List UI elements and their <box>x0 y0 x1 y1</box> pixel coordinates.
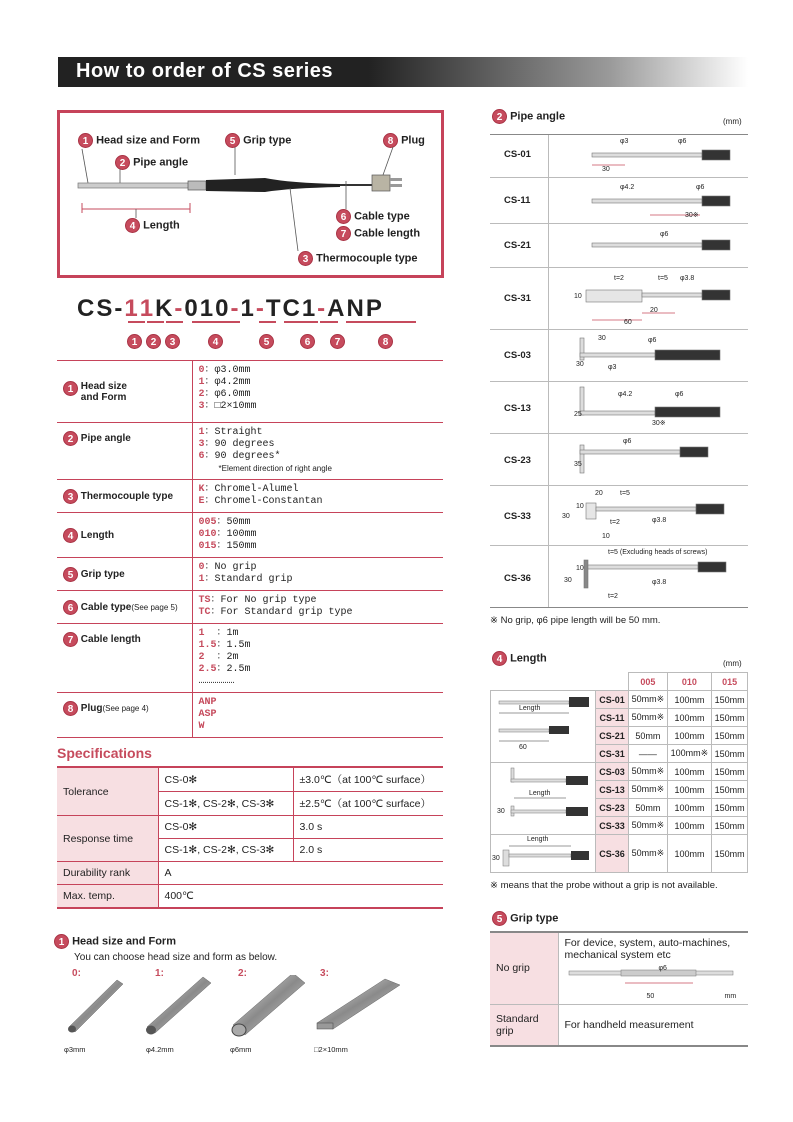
dim-label: t=2 <box>608 593 618 600</box>
pipe-row-label: CS-13 <box>504 403 531 414</box>
length-model: CS-21 <box>596 727 629 745</box>
length-fig-label: Length <box>527 836 549 843</box>
code-number-8: 8 <box>378 333 393 351</box>
dim-label: φ6 <box>660 231 669 238</box>
label-thermocouple-type: 3 Thermocouple type <box>298 251 418 266</box>
label-length: 4 Length <box>125 218 180 233</box>
length-cell: 150mm <box>712 799 748 817</box>
pipe-row-label: CS-21 <box>504 240 531 251</box>
dim-label: φ3 <box>620 138 629 145</box>
spec-value: 400℃ <box>158 885 443 908</box>
length-model: CS-36 <box>596 835 629 873</box>
grip-desc: For handheld measurement <box>564 1018 694 1031</box>
dim-label: 50 <box>646 993 655 1000</box>
grip-key: No grip <box>490 932 558 1004</box>
length-fig-label: Length <box>529 790 551 797</box>
length-cell: 150mm <box>712 727 748 745</box>
dim-label: φ6 <box>648 337 657 344</box>
head-size-desc: You can choose head size and form as below. <box>74 952 278 963</box>
length-fig-angled <box>491 764 591 834</box>
length-cell: 100mm <box>667 817 711 835</box>
spec-key: Durability rank <box>57 862 158 885</box>
pipe-row-label: CS-36 <box>504 573 531 584</box>
dim-label: 30※ <box>652 420 666 427</box>
length-model: CS-11 <box>596 709 629 727</box>
dim-label: 25 <box>574 411 582 418</box>
spec-row <box>57 862 443 885</box>
length-cell: 50mm※ <box>629 763 668 781</box>
length-cell: 50mm <box>629 799 668 817</box>
label-grip-type: 5 Grip type <box>225 133 291 148</box>
length-model: CS-01 <box>596 691 629 709</box>
option-key: 1 Head size and Form <box>57 361 192 423</box>
head-form-illustrations <box>55 975 400 1045</box>
dim-label: t=5 <box>620 490 630 497</box>
option-values: TS：For No grip type TC：For Standard grip type <box>192 591 443 624</box>
grip-row <box>490 1004 748 1046</box>
option-row-grip <box>57 558 443 591</box>
length-cell: 150mm <box>712 781 748 799</box>
head-caption-0: φ3mm <box>64 1045 86 1054</box>
dim-label: φ3.8 <box>680 275 695 282</box>
code-number-2: 2 <box>146 333 161 351</box>
grip-key: Standard grip <box>490 1004 558 1046</box>
dim-label: 30 <box>598 335 606 342</box>
option-row-cable-length <box>57 624 443 693</box>
no-grip-probe <box>565 961 740 991</box>
page-banner: How to order of CS series <box>58 57 748 87</box>
code-number-7: 7 <box>330 333 345 351</box>
option-values: 0：φ3.0mm 1：φ4.2mm 2：φ6.0mm 3：□2×10mm <box>192 361 443 423</box>
dim-label: t=5 (Excluding heads of screws) <box>608 549 708 556</box>
head-key-1: 1: <box>155 968 164 979</box>
length-header: 010 <box>667 673 711 691</box>
pipe-angle-unit: (mm) <box>723 117 742 126</box>
spec-value: ±3.0℃（at 100℃ surface） <box>293 767 443 792</box>
option-values: 1 ：1m 1.5：1.5m 2 ：2m 2.5：2.5m ……………… <box>192 624 443 693</box>
head-size-title: 1 Head size and Form <box>54 934 176 949</box>
option-key: 5 Grip type <box>57 558 192 591</box>
option-key: 3 Thermocouple type <box>57 480 192 513</box>
length-cell: 100mm <box>667 799 711 817</box>
length-row <box>491 691 748 709</box>
length-header-row <box>491 673 748 691</box>
spec-key: Max. temp. <box>57 885 158 908</box>
specifications-table <box>57 766 443 909</box>
specifications-title: Specifications <box>57 745 152 761</box>
length-unit: (mm) <box>723 659 742 668</box>
pipe-angle-note: ※ No grip, φ6 pipe length will be 50 mm. <box>490 615 661 626</box>
pipe-row-label: CS-23 <box>504 455 531 466</box>
head-caption-2: φ6mm <box>230 1045 252 1054</box>
grip-type-table <box>490 931 748 1047</box>
length-fig-label: Length <box>519 705 541 712</box>
length-cell: 100mm <box>667 763 711 781</box>
length-cell: ―― <box>629 745 668 763</box>
length-cell: 100mm <box>667 781 711 799</box>
grip-type-title: 5 Grip type <box>492 911 558 926</box>
head-caption-3: □2×10mm <box>314 1045 348 1054</box>
dim-label: 10 <box>576 565 584 572</box>
option-row-plug <box>57 693 443 738</box>
order-diagram <box>57 110 444 278</box>
length-fig-label: 60 <box>519 744 527 751</box>
dim-label: φ6 <box>696 184 705 191</box>
dim-label: φ6 <box>675 391 684 398</box>
length-row <box>491 835 748 873</box>
dim-label: φ4.2 <box>618 391 633 398</box>
dim-label: 10 <box>574 293 582 300</box>
length-cell: 100mm <box>667 835 711 873</box>
label-pipe-angle: 2 Pipe angle <box>115 155 188 170</box>
length-cell: 50mm <box>629 727 668 745</box>
code-number-6: 6 <box>300 333 315 351</box>
label-cable-type: 6 Cable type <box>336 209 410 224</box>
spec-row <box>57 816 443 839</box>
length-cell: 50mm※ <box>629 709 668 727</box>
dim-label: 30 <box>602 166 610 173</box>
dim-label: φ3 <box>608 364 617 371</box>
head-key-2: 2: <box>238 968 247 979</box>
dim-label: 20 <box>595 490 603 497</box>
spec-model: CS-1✻, CS-2✻, CS-3✻ <box>158 839 293 862</box>
option-row-cable-type <box>57 591 443 624</box>
dim-label: 35 <box>574 461 582 468</box>
length-cell: 150mm <box>712 835 748 873</box>
length-model: CS-23 <box>596 799 629 817</box>
code-number-3: 3 <box>165 333 180 351</box>
length-cell: 100mm <box>667 691 711 709</box>
dim-label: φ6 <box>623 438 632 445</box>
length-model: CS-03 <box>596 763 629 781</box>
spec-value: A <box>158 862 443 885</box>
dim-label: φ3.8 <box>652 579 667 586</box>
option-row-head <box>57 361 443 423</box>
pipe-row-label: CS-03 <box>504 350 531 361</box>
head-caption-1: φ4.2mm <box>146 1045 174 1054</box>
length-cell: 50mm※ <box>629 817 668 835</box>
dim-label: 30 <box>564 577 572 584</box>
length-cell: 150mm <box>712 745 748 763</box>
dim-label: t=5 <box>658 275 668 282</box>
spec-value: 3.0 s <box>293 816 443 839</box>
head-key-0: 0: <box>72 968 81 979</box>
length-header: 005 <box>629 673 668 691</box>
length-fig-label: 30 <box>497 808 505 815</box>
length-cell: 150mm <box>712 709 748 727</box>
length-cell: 150mm <box>712 817 748 835</box>
dim-label: t=2 <box>610 519 620 526</box>
spec-row <box>57 885 443 908</box>
length-model: CS-13 <box>596 781 629 799</box>
dim-label: 30※ <box>685 212 699 219</box>
length-cell: 100mm <box>667 727 711 745</box>
dim-label: 20 <box>650 307 658 314</box>
option-row-pipe-angle <box>57 423 443 480</box>
spec-value: 2.0 s <box>293 839 443 862</box>
option-key: 8 Plug(See page 4) <box>57 693 192 738</box>
pipe-angle-table <box>490 134 748 608</box>
length-row <box>491 763 748 781</box>
spec-model: CS-0✻ <box>158 767 293 792</box>
option-key: 2 Pipe angle <box>57 423 192 480</box>
length-cell: 100mm※ <box>667 745 711 763</box>
length-cell: 50mm※ <box>629 691 668 709</box>
label-head-size: 1 Head size and Form <box>78 133 200 148</box>
spec-model: CS-0✻ <box>158 816 293 839</box>
dim-unit: mm <box>724 993 737 1000</box>
dim-label: 10 <box>602 533 610 540</box>
length-cell: 50mm※ <box>629 781 668 799</box>
option-key: 4 Length <box>57 513 192 558</box>
spec-row <box>57 767 443 792</box>
option-values: 1：Straight 3：90 degrees 6：90 degrees* *Element direction of right angle <box>192 423 443 480</box>
dim-label: φ6 <box>658 965 667 972</box>
dim-label: φ3.8 <box>652 517 667 524</box>
spec-key: Response time <box>57 816 158 862</box>
pipe-row-label: CS-31 <box>504 293 531 304</box>
length-cell: 50mm※ <box>629 835 668 873</box>
length-cell: 150mm <box>712 691 748 709</box>
model-code: CS-11K-010-1-TC1-ANP <box>77 295 384 322</box>
length-cell: 100mm <box>667 709 711 727</box>
pipe-angle-drawings <box>550 135 748 607</box>
option-row-length <box>57 513 443 558</box>
dim-label: 10 <box>576 503 584 510</box>
length-table <box>490 672 748 873</box>
head-key-3: 3: <box>320 968 329 979</box>
code-number-4: 4 <box>208 333 223 351</box>
dim-label: φ6 <box>678 138 687 145</box>
grip-row <box>490 932 748 1004</box>
dim-label: 60 <box>624 319 632 326</box>
dim-label: t=2 <box>614 275 624 282</box>
option-key: 6 Cable type(See page 5) <box>57 591 192 624</box>
length-figure <box>491 835 596 873</box>
spec-model: CS-1✻, CS-2✻, CS-3✻ <box>158 792 293 816</box>
length-fig-straight <box>491 693 591 761</box>
code-number-5: 5 <box>259 333 274 351</box>
dim-label: 30 <box>562 513 570 520</box>
grip-desc: For device, system, auto-machines, mechanical system etc φ6 50 mm <box>558 932 748 1004</box>
length-fig-label: 30 <box>492 855 500 862</box>
option-row-thermocouple <box>57 480 443 513</box>
pipe-row-label: CS-01 <box>504 149 531 160</box>
length-header: 015 <box>712 673 748 691</box>
length-cell: 150mm <box>712 763 748 781</box>
option-values: 005：50mm 010：100mm 015：150mm <box>192 513 443 558</box>
pipe-angle-title: 2 Pipe angle <box>492 109 565 124</box>
length-figure <box>491 691 596 763</box>
pipe-row-label: CS-11 <box>504 195 531 206</box>
option-key: 7 Cable length <box>57 624 192 693</box>
code-underlines <box>120 320 420 332</box>
probe-illustration <box>60 113 441 275</box>
length-model: CS-31 <box>596 745 629 763</box>
label-plug: 8 Plug <box>383 133 425 148</box>
dim-label: 30 <box>576 361 584 368</box>
length-title: 4 Length <box>492 651 547 666</box>
spec-key: Tolerance <box>57 767 158 816</box>
code-number-1: 1 <box>127 333 142 351</box>
order-options-table <box>57 360 443 738</box>
length-figure <box>491 763 596 835</box>
length-model: CS-33 <box>596 817 629 835</box>
label-cable-length: 7 Cable length <box>336 226 420 241</box>
pipe-row-label: CS-33 <box>504 511 531 522</box>
option-values: 0：No grip 1：Standard grip <box>192 558 443 591</box>
length-note: ※ means that the probe without a grip is not available. <box>490 880 718 891</box>
option-values: K：Chromel-Alumel E：Chromel-Constantan <box>192 480 443 513</box>
spec-value: ±2.5℃（at 100℃ surface） <box>293 792 443 816</box>
option-values: ANP ASP W <box>192 693 443 738</box>
dim-label: φ4.2 <box>620 184 635 191</box>
